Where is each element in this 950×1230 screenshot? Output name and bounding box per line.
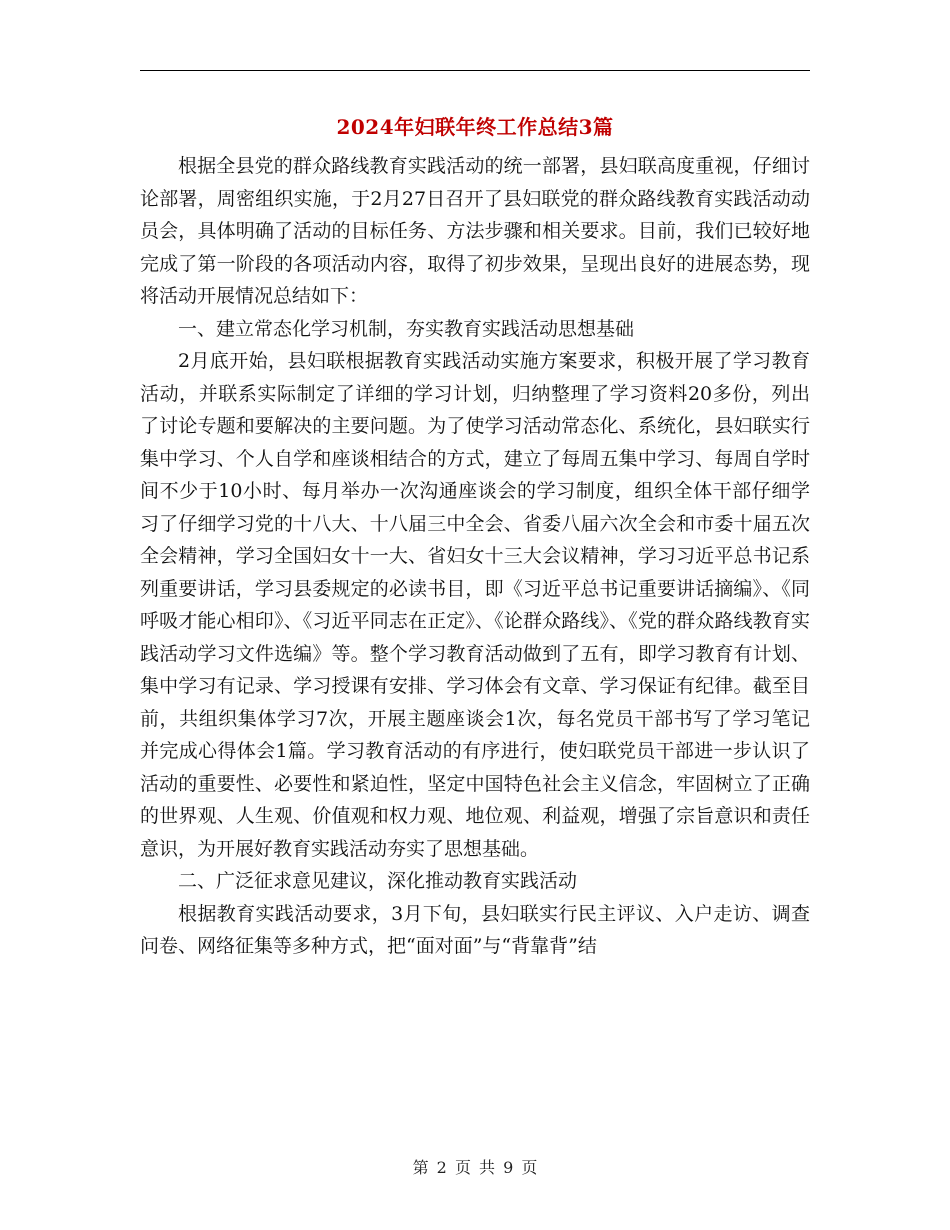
- document-title: 2024年妇联年终工作总结3篇: [336, 115, 614, 139]
- section-heading-2: 二、广泛征求意见建议，深化推动教育实践活动: [178, 870, 578, 892]
- section-heading-1: 一、建立常态化学习机制，夯实教育实践活动思想基础: [178, 317, 635, 340]
- paragraph-section-1: 2月底开始，县妇联根据教育实践活动实施方案要求，积极开展了学习教育活动，并联系实际制定了详细的学习计划，归纳整理了学习资料20多份，列出了讨论专题和要解决的主要问题。为了使学习活动常态化、系统化，县妇联实行集中学习、个人自学和座谈相结合的方式，建立了每周五集中学习、每周自学时间不少于10小时、每月举办一次沟通座谈会的学习制度，组织全体干部仔细学习了仔细学习党的十八大、十八届三中全会、省委八届六次全会和市委十届五次全会精神，学习全国妇女十一大、省妇女十三大会议精神，学习习近平总书记系列重要讲话，学习县委规定的必读书目，即《习近平总书记重要讲话摘编》、《同呼吸才能心相印》、《习近平同志在正定》、《论群众路线》、《党的群众路线教育实践活动学习文件选编》等。整个学习教育活动做到了五有，即学习教育有计划、集中学习有记录、学习授课有安排、学习体会有文章、学习保证有纪律。截至目前，共组织集体学习7次，开展主题座谈会1次，每名党员干部书写了学习笔记并完成心得体会1篇。学习教育活动的有序进行，使妇联党员干部进一步认识了活动的重要性、必要性和紧迫性，坚定中国特色社会主义信念，牢固树立了正确的世界观、人生观、价值观和权力观、地位观、利益观，增强了宗旨意识和责任意识，为开展好教育实践活动夯实了思想基础。: [140, 350, 810, 860]
- document-body: [140, 150, 810, 963]
- paragraph-section-2: 根据教育实践活动要求，3月下旬，县妇联实行民主评议、入户走访、调查问卷、网络征集等多种方式，把“面对面”与“背靠背”结: [140, 902, 810, 957]
- paragraph-intro: 根据全县党的群众路线教育实践活动的统一部署，县妇联高度重视，仔细讨论部署，周密组织实施，于2月27日召开了县妇联党的群众路线教育实践活动动员会，具体明确了活动的目标任务、方法步骤和相关要求。目前，我们已较好地完成了第一阶段的各项活动内容，取得了初步效果，呈现出良好的进展态势，现将活动开展情况总结如下：: [140, 155, 810, 307]
- header-rule: [140, 70, 810, 71]
- page-number-footer: 第 2 页 共 9 页: [412, 1158, 538, 1177]
